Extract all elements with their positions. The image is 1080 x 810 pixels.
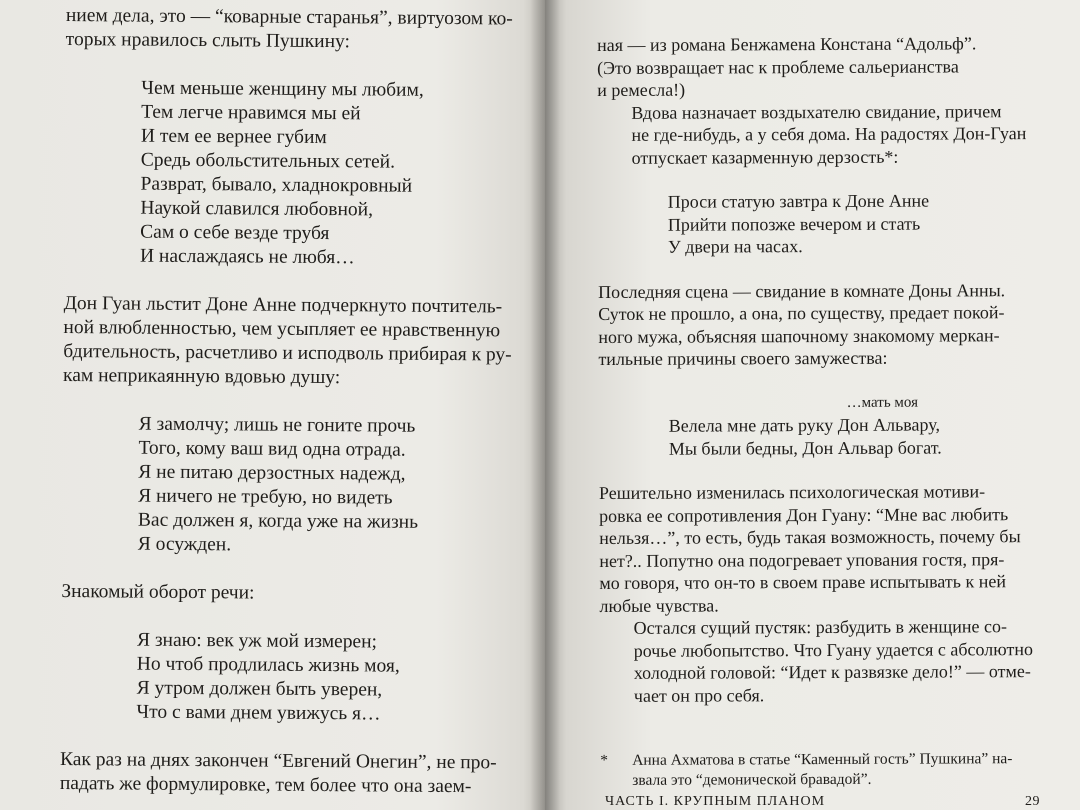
verse-line: Велела мне дать руку Дон Альвару,: [668, 414, 941, 436]
left-prose-3: [61, 580, 520, 608]
right-prose-1: [597, 32, 1064, 102]
prose-line: Суток не прошло, а она, по существу, предает покой-: [598, 302, 1005, 324]
verse-line: Тем легче нравимся мы ей: [141, 101, 361, 125]
prose-line: тильные причины своего замужества:: [598, 347, 888, 369]
right-page-text: [597, 32, 1067, 791]
left-page-text: [60, 4, 525, 800]
verse-line: Чем меньше женщину мы любим,: [141, 77, 424, 101]
prose-line: Остался сущий пустяк: разбудить в женщине со-: [633, 616, 1007, 638]
prose-line: Знакомый оборот речи:: [61, 580, 255, 604]
left-verse-3: [60, 628, 520, 728]
prose-line: не где-нибудь, а у себя дома. На радостях Дон-Гуан: [631, 123, 1027, 145]
verse-line: Я не питаю дерзостных надежд,: [138, 461, 406, 485]
right-verse-2: [599, 390, 1066, 460]
prose-line: нет?.. Попутно она подогревает упования гостя, пря-: [599, 548, 1005, 571]
right-prose-4: [599, 480, 1067, 617]
prose-line: холодной головой: “Идет к развязке дело!” — отме-: [633, 661, 1031, 683]
prose-line: Последняя сцена — свидание в комнате Доны Анны.: [598, 279, 1006, 302]
running-title: ЧАСТЬ I. КРУПНЫМ ПЛАНОМ: [605, 794, 826, 809]
verse-line: Вас должен я, когда уже на жизнь: [137, 509, 419, 533]
prose-line: Вдова назначает воздыхателю свидание, причем: [631, 100, 1002, 123]
page-number: 29: [1025, 794, 1040, 809]
verse-line: И тем ее вернее губим: [140, 125, 327, 149]
verse-line: Я замолчу; лишь не гоните прочь: [138, 413, 416, 437]
prose-line: Как раз на днях закончен “Евгений Онегин”, не про-: [59, 748, 497, 774]
verse-line: Я знаю: век уж мой измерен;: [136, 629, 378, 653]
page-footer: [605, 794, 1040, 810]
verse-line: Я ничего не требую, но видеть: [138, 485, 393, 509]
verse-line: Сам о себе везде трубя: [140, 221, 330, 245]
verse-line: Того, кому ваш вид одна отрада.: [138, 437, 406, 461]
prose-line: торых нравилось слыть Пушкину:: [65, 28, 351, 53]
prose-line: ной влюбленностью, чем усыпляет ее нравственную: [63, 316, 501, 342]
right-prose-3: [598, 278, 1065, 370]
left-prose-4: [60, 748, 519, 800]
prose-line: кам неприкаянную вдовью душу:: [62, 364, 341, 389]
prose-line: ровка ее сопротивления Дон Гуану: “Мне вас любить: [599, 503, 1009, 526]
verse-line: Средь обольстительных сетей.: [140, 149, 396, 173]
prose-line: отпускает казарменную дерзость*:: [631, 146, 899, 168]
right-prose-5: [600, 615, 1067, 707]
verse-line: Что с вами днем увижусь я…: [136, 701, 381, 725]
verse-line: У двери на часах.: [667, 236, 803, 257]
footnote: [600, 749, 1067, 791]
right-prose-2: [597, 99, 1064, 169]
verse-line: И наслаждаясь не любя…: [139, 245, 355, 269]
footnote-line: Анна Ахматова в статье “Каменный гость” Пушкина” на-: [632, 750, 1013, 769]
prose-line: падать же формулировке, тем более что она заем-: [59, 772, 472, 798]
prose-line: чает он про себя.: [633, 684, 765, 706]
verse-line: Проси статую завтра к Доне Анне: [667, 190, 930, 212]
verse-line: Я осужден.: [137, 533, 232, 556]
verse-line-lead: …мать моя: [846, 394, 919, 411]
verse-line: Прийти попозже вечером и стать: [667, 213, 921, 235]
prose-line: (Это возвращает нас к проблеме сальерианства: [597, 55, 959, 78]
footnote-mark: *: [600, 751, 608, 769]
prose-line: нельзя…”, то есть, будь такая возможность, почему бы: [599, 526, 1021, 548]
prose-line: ного мужа, объясняя шапочному знакомому меркан-: [598, 324, 1000, 347]
left-verse-2: [62, 412, 522, 560]
prose-line: Решительно изменилась психологическая мотиви-: [598, 481, 986, 503]
prose-line: нием дела, это — “коварные старанья”, виртуозом ко-: [65, 4, 513, 30]
verse-line: Но чтоб продлилась жизнь моя,: [136, 653, 400, 677]
verse-line: Разврат, бывало, хладнокровный: [140, 173, 413, 197]
right-verse-1: [598, 189, 1065, 259]
right-page: [545, 0, 1080, 810]
prose-line: мо говоря, что он-то в своем праве испытывать к ней: [599, 571, 1006, 593]
verse-line: Наукой славился любовной,: [140, 197, 374, 221]
verse-line: Я утром должен быть уверен,: [136, 677, 383, 701]
verse-line: Мы были бедны, Дон Альвар богат.: [668, 436, 942, 459]
footnote-line: звала это “демонической бравадой”.: [632, 770, 872, 789]
left-verse-1: [64, 76, 524, 272]
prose-line: Дон Гуан льстит Доне Анне подчеркнуто почтитель-: [63, 292, 503, 318]
left-prose-2: [63, 292, 523, 392]
prose-line: бдительность, расчетливо и исподволь прибирая к ру-: [63, 340, 512, 366]
prose-line: рочье любопытство. Что Гуану удается с абсолютно: [633, 638, 1034, 661]
prose-line: ная — из романа Бенжамена Констана “Адольф”.: [597, 33, 977, 55]
prose-line: любые чувства.: [599, 594, 719, 616]
left-prose-opening: [66, 4, 525, 56]
prose-line: и ремесла!): [597, 79, 686, 100]
